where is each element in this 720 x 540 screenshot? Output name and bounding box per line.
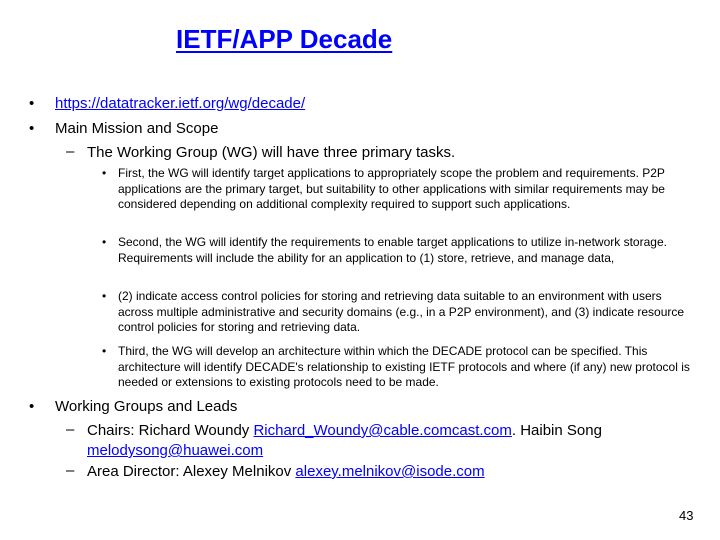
- chairs-text: [87, 421, 602, 461]
- bullet-icon: •: [102, 166, 107, 180]
- dash-icon: –: [66, 421, 75, 438]
- ad-text: [87, 462, 485, 482]
- bullet-icon: •: [102, 289, 107, 303]
- decade-link[interactable]: https://datatracker.ietf.org/wg/decade/: [55, 95, 306, 112]
- chairs-email-haibin[interactable]: melodysong@huawei.com: [87, 442, 264, 459]
- ad-email[interactable]: alexey.melnikov@isode.com: [295, 463, 485, 480]
- bullet-icon: •: [29, 398, 35, 415]
- task-item: [102, 235, 700, 266]
- mission-heading: Main Mission and Scope: [55, 120, 219, 137]
- mission-sub-text: The Working Group (WG) will have three primary tasks.: [87, 144, 456, 161]
- task-text: Second, the WG will identify the requirements to enable target applications to utilize in-network storage. Requirements will include the ability for an application to (1) store, retrieve, and manage data,: [118, 235, 667, 265]
- task-item: [102, 166, 700, 213]
- groups-heading: Working Groups and Leads: [55, 398, 238, 415]
- chairs-email-richard[interactable]: Richard_Woundy@cable.comcast.com: [253, 422, 512, 439]
- bullet-icon: •: [102, 235, 107, 249]
- page-number: 43: [679, 508, 694, 523]
- bullet-icon: •: [29, 120, 35, 137]
- chairs-middle: . Haibin Song: [511, 422, 602, 439]
- task-item: [102, 289, 700, 336]
- task-text: Third, the WG will develop an architecture within which the DECADE protocol can be specified. This architecture will identify DECADE's relationship to existing IETF protocols and where (if any) new protocol is needed or extensions to existing protocols need to be made.: [118, 344, 690, 389]
- dash-icon: –: [66, 462, 75, 479]
- bullet-icon: •: [102, 344, 107, 358]
- bullet-icon: •: [29, 95, 35, 112]
- chairs-prefix: Chairs: Richard Woundy: [87, 422, 254, 439]
- ad-prefix: Area Director: Alexey Melnikov: [87, 463, 296, 480]
- task-text: (2) indicate access control policies for storing and retrieving data suitable to an environment with users across multiple administrative and security domains (e.g., in a P2P environment), and (3) indicate resource control policies for storing and retrieving data.: [118, 289, 685, 334]
- slide-title: IETF/APP Decade: [176, 24, 393, 54]
- task-item: [102, 344, 700, 391]
- dash-icon: –: [66, 143, 75, 160]
- task-text: First, the WG will identify target applications to appropriately scope the problem and requirements. P2P applications are the primary target, but suitability to other applications with similar requirements may be considered depending on additional complexity required to support such applications.: [118, 166, 665, 211]
